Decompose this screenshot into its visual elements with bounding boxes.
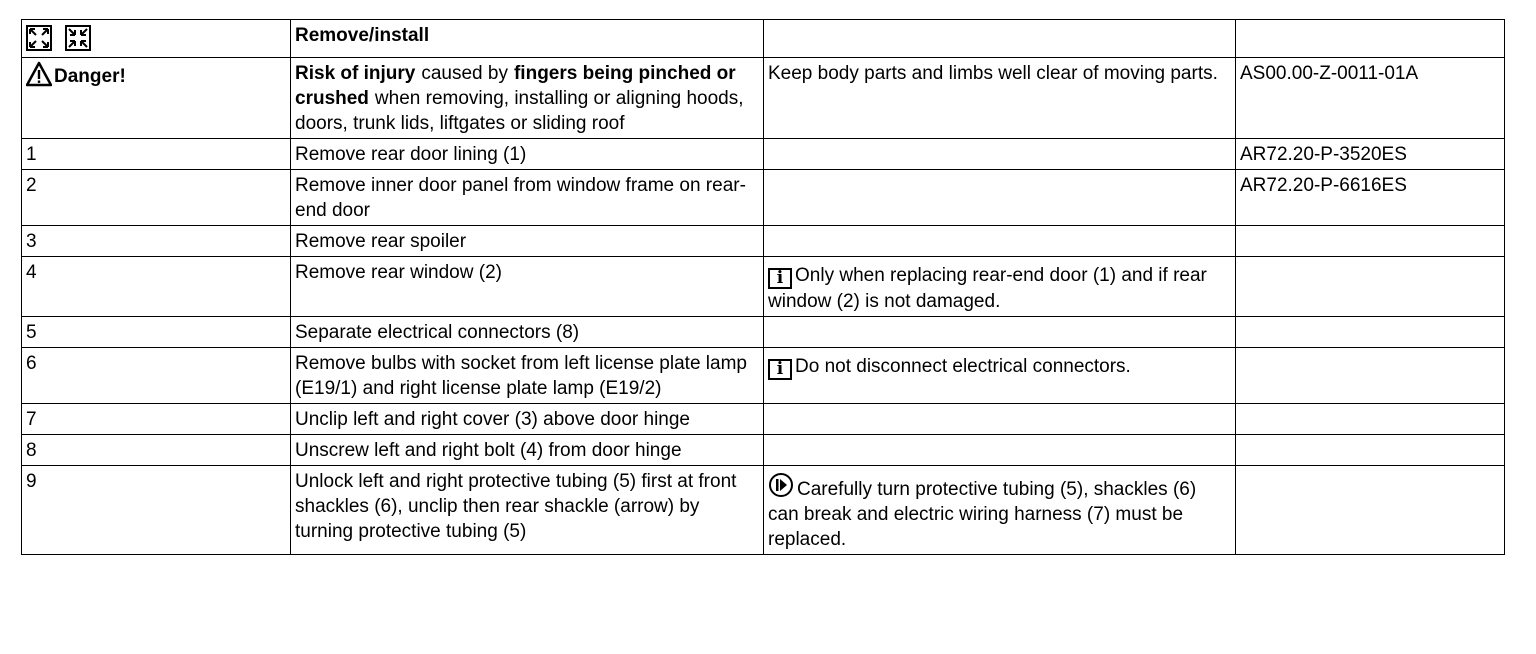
danger-ref: AS00.00-Z-0011-01A xyxy=(1236,58,1505,139)
step-row xyxy=(22,348,1505,404)
step-text: Remove rear door lining (1) xyxy=(291,139,764,170)
step-text: Remove rear window (2) xyxy=(291,257,764,317)
step-number: 9 xyxy=(22,466,291,555)
warning-triangle-icon xyxy=(26,61,52,87)
info-icon: i xyxy=(768,268,792,289)
step-note: Only when replacing rear-end door (1) and if rear window (2) is not damaged. xyxy=(768,265,1207,312)
step-number: 6 xyxy=(22,348,291,404)
step-number: 5 xyxy=(22,317,291,348)
step-number: 1 xyxy=(22,139,291,170)
step-number: 7 xyxy=(22,404,291,435)
risk-text-1: caused by xyxy=(421,63,508,84)
step-row xyxy=(22,435,1505,466)
step-ref xyxy=(1236,317,1505,348)
step-ref: AR72.20-P-3520ES xyxy=(1236,139,1505,170)
step-note-cell xyxy=(764,435,1236,466)
step-number: 4 xyxy=(22,257,291,317)
remove-icon xyxy=(26,25,52,51)
step-row xyxy=(22,257,1505,317)
step-number: 3 xyxy=(22,226,291,257)
step-row xyxy=(22,466,1505,555)
risk-text-2: when removing, installing or aligning hoods, doors, trunk lids, liftgates or sliding roof xyxy=(295,88,744,134)
step-text: Remove inner door panel from window frame on rear-end door xyxy=(291,170,764,226)
step-ref xyxy=(1236,257,1505,317)
step-row xyxy=(22,404,1505,435)
step-note-cell xyxy=(764,226,1236,257)
danger-cell xyxy=(22,58,291,139)
danger-row xyxy=(22,58,1505,139)
step-row xyxy=(22,170,1505,226)
step-note-cell xyxy=(764,139,1236,170)
step-row xyxy=(22,317,1505,348)
header-icons-cell xyxy=(22,20,291,58)
step-text: Remove rear spoiler xyxy=(291,226,764,257)
step-row xyxy=(22,139,1505,170)
step-note-cell xyxy=(764,348,1236,404)
step-ref xyxy=(1236,348,1505,404)
step-text: Unscrew left and right bolt (4) from door hinge xyxy=(291,435,764,466)
info-icon: i xyxy=(768,359,792,380)
procedure-table xyxy=(21,19,1505,555)
step-number: 8 xyxy=(22,435,291,466)
header-row xyxy=(22,20,1505,58)
step-text: Remove bulbs with socket from left license plate lamp (E19/1) and right license plate lamp (E19/2) xyxy=(291,348,764,404)
header-title: Remove/install xyxy=(291,20,764,58)
risk-bold-2: fingers being pinched or crushed xyxy=(295,63,736,109)
step-ref xyxy=(1236,226,1505,257)
danger-label: Danger! xyxy=(54,66,126,87)
step-row xyxy=(22,226,1505,257)
install-icon xyxy=(65,25,91,51)
step-text: Unlock left and right protective tubing (5) first at front shackles (6), unclip then rear shackle (arrow) by turning protective tubing (5) xyxy=(291,466,764,555)
danger-risk-cell xyxy=(291,58,764,139)
step-note-cell xyxy=(764,404,1236,435)
step-note: Carefully turn protective tubing (5), shackles (6) can break and electric wiring harness (7) must be replaced. xyxy=(768,479,1197,550)
step-number: 2 xyxy=(22,170,291,226)
step-note-cell xyxy=(764,170,1236,226)
step-ref xyxy=(1236,435,1505,466)
step-text: Separate electrical connectors (8) xyxy=(291,317,764,348)
step-ref: AR72.20-P-6616ES xyxy=(1236,170,1505,226)
step-ref xyxy=(1236,466,1505,555)
step-note-cell xyxy=(764,317,1236,348)
step-text: Unclip left and right cover (3) above door hinge xyxy=(291,404,764,435)
header-empty-cell xyxy=(764,20,1236,58)
danger-measure: Keep body parts and limbs well clear of moving parts. xyxy=(764,58,1236,139)
step-note-cell xyxy=(764,466,1236,555)
header-empty-cell xyxy=(1236,20,1505,58)
step-note: Do not disconnect electrical connectors. xyxy=(795,356,1131,377)
step-note-cell xyxy=(764,257,1236,317)
risk-bold-1: Risk of injury xyxy=(295,63,416,84)
caution-icon xyxy=(768,472,794,498)
step-ref xyxy=(1236,404,1505,435)
